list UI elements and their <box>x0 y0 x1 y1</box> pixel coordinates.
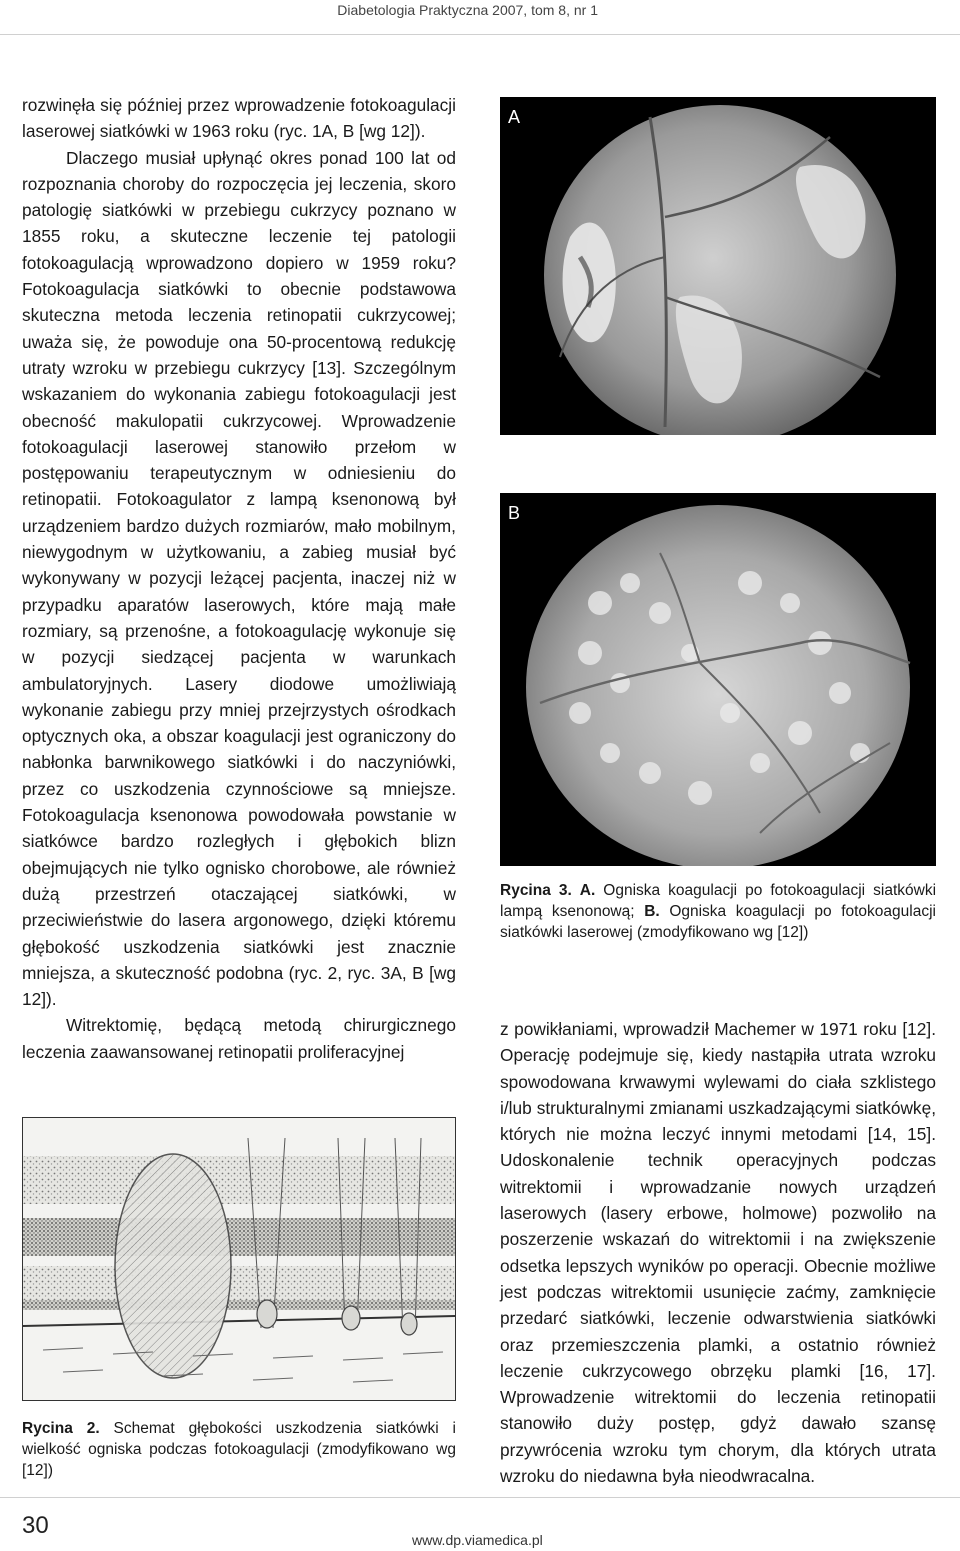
figure-2-caption-text: Schemat głębokości uszkodzenia siatkówki i wielkość ogniska podczas fotokoagulacji (zmodyfikowano wg [12]) <box>22 1420 456 1479</box>
figure-3a-fundus-photo <box>500 97 936 435</box>
figure-3-caption-b-label: B. <box>644 903 660 920</box>
panel-a-label: A <box>508 107 521 127</box>
right-paragraph-1: z powikłaniami, wprowadził Machemer w 1971 roku [12]. Operację podejmuje się, kiedy nastąpiła utrata wzroku spowodowana krwawymi wylewami do ciała szklistego i/lub strukturalnymi zmianami uszkadzającymi siatkówkę, których nie można leczyć innymi metodami [14, 15]. Udoskonalenie technik operacyjnych podczas witrektomii i wprowadzanie nowych urządzeń laserowych (lasery erbowe, holmowe) pozwoliło na poszerzenie wskazań do witrektomii i na zwiększenie odsetka lepszych wyników po operacji. Obecnie możliwe jest podczas witrektomii usunięcie zaćmy, zamknięcie przedarć siatkówki, leczenie odwarstwienia siatkówki oraz przemieszczenia plamki, a ostatnio również leczenie cukrzycowego obrzęku plamki [16, 17]. Wprowadzenie witrektomii do leczenia retinopatii stanowiło duży postęp, gdyż dawało szansę przywrócenia wzroku tym chorym, dla których utrata wzroku do niedawna była nieodwracalna. <box>500 1019 936 1487</box>
left-text-column <box>22 92 456 1065</box>
xenon-burn-focus <box>115 1154 231 1378</box>
figure-3-caption <box>500 880 936 943</box>
coagulation-depth-schematic <box>23 1118 455 1400</box>
retina-layer-lower <box>23 1266 455 1300</box>
figure-3-caption-label: Rycina 3. <box>500 882 572 899</box>
figure-3-caption-a-text: Ogniska koagulacji po fotokoagulacji siatkówki lampą ksenonową; <box>500 882 937 920</box>
figure-3-caption-b-text: Ogniska koagulacji po fotokoagulacji siatkówki laserowej (zmodyfikowano wg [12]) <box>500 903 936 941</box>
running-header: Diabetologia Praktyczna 2007, tom 8, nr 1 <box>337 2 598 18</box>
laser-burn-focus-1 <box>257 1300 277 1328</box>
figure-3b-fundus-photo <box>500 493 936 866</box>
laser-burn-focus-2 <box>342 1306 360 1330</box>
panel-b-label: B <box>508 503 521 523</box>
figure-2-caption <box>22 1418 456 1481</box>
figure-2-caption-label: Rycina 2. <box>22 1420 100 1437</box>
header-divider <box>0 34 960 35</box>
retina-layer-upper <box>23 1156 455 1204</box>
left-paragraph-2: Dlaczego musiał upłynąć okres ponad 100 lat od rozpoznania choroby do rozpoczęcia jej leczenia, skoro patologię siatkówki w przebiegu cukrzycy poznano w 1855 roku, a skuteczne leczenie tej patologii fotokoagulacją wprowadzono dopiero w 1959 roku? Fotokoagulacja siatkówki to obecnie podstawowa skuteczna metoda leczenia retinopatii cukrzycowej; uważa się, że powoduje ona 50-procentową redukcję utraty wzroku w przebiegu cukrzycy [13]. Szczególnym wskazaniem do wykonania zabiegu fotokoagulacji jest obecność makulopatii cukrzycowej. Wprowadzenie fotokoagulacji laserowej stanowiło przełom w postępowaniu terapeutycznym w odniesieniu do retinopatii. Fotokoagulator z lampą ksenonową był urządzeniem bardzo dużych rozmiarów, mało mobilnym, niewygodnym w użytkowaniu, a zabieg musiał być wykonywany w pozycji leżącej pacjenta, inaczej niż w przypadku aparatów laserowych, które mają małe rozmiary, są przenośne, a fotokoagulację wykonuje się w pozycji siedzącej pacjenta w warunkach ambulatoryjnych. Lasery diodowe umożliwiają wykonanie zabiegu przy mniej przejrzystych ośrodkach optycznych oka, a obszar koagulacji jest ograniczony do nabłonka barwnikowego siatkówki i do naczyniówki, przez co uszkodzenia czynnościowe są mniejsze. Fotokoagulacja ksenonowa powodowała powstanie w siatkówce bardzo rozległych i głębokich blizn obejmujących nie tylko ognisko chorobowe, ale również dużą przestrzeń otaczającej siatkówki, w przeciwieństwie do lasera argonowego, dzięki któremu głębokość uszkodzenia siatkówki jest znacznie mniejsza, a skuteczność podobna (ryc. 2, ryc. 3A, B [wg 12]). <box>22 147 456 1010</box>
figure-3-caption-a-label: A. <box>579 882 596 899</box>
pigment-epithelium-layer <box>23 1300 455 1310</box>
footer-url: www.dp.viamedica.pl <box>412 1532 543 1548</box>
choroid-line <box>23 1316 455 1326</box>
page-number: 30 <box>22 1512 49 1539</box>
laser-burn-focus-3 <box>401 1313 417 1335</box>
left-paragraph-3: Witrektomię, będącą metodą chirurgicznego leczenia zaawansowanej retinopatii proliferacyjnej <box>22 1015 456 1062</box>
right-text-column <box>500 1016 936 1489</box>
retina-layer-middle <box>23 1218 455 1256</box>
figure-2-diagram <box>22 1117 456 1401</box>
fundus-disc-b <box>526 505 910 866</box>
left-paragraph-1: rozwinęła się później przez wprowadzenie fotokoagulacji laserowej siatkówki w 1963 roku (ryc. 1A, B [wg 12]). <box>22 95 456 142</box>
footer-divider <box>0 1497 960 1498</box>
